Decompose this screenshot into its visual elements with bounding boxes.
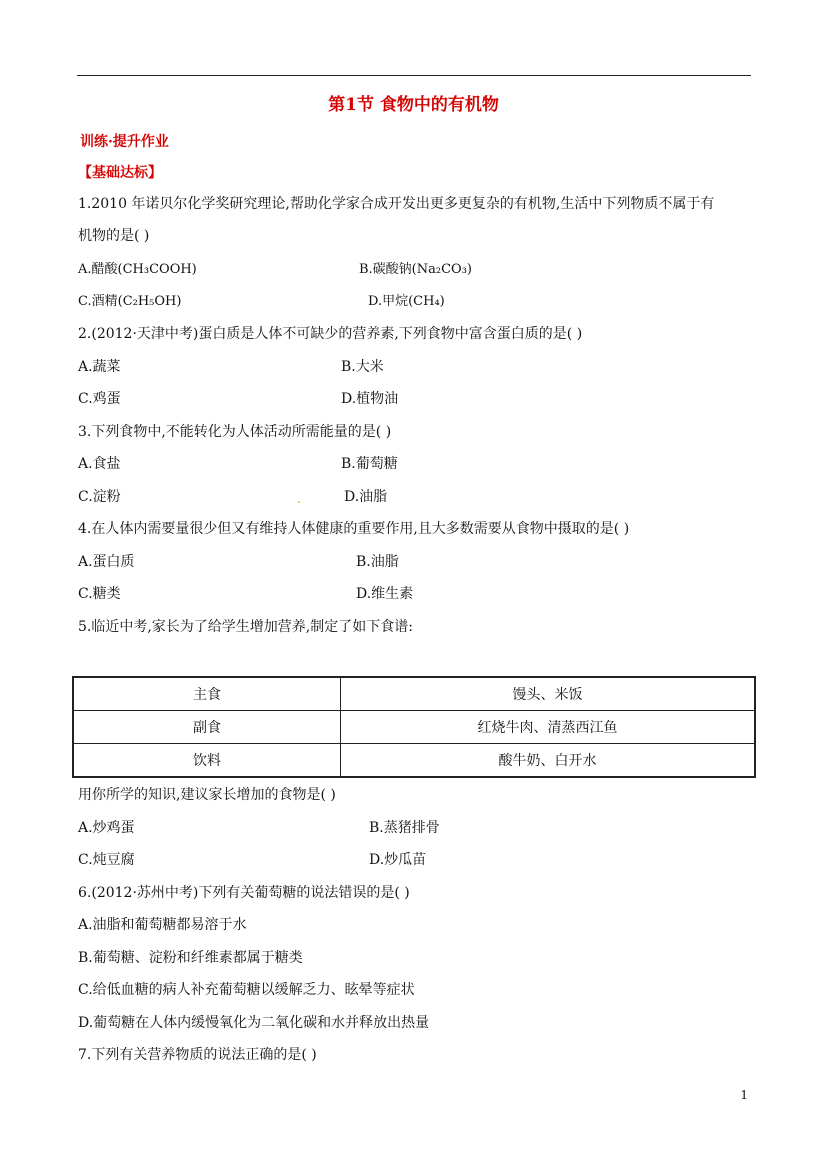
q1-option-c: C.酒精(C₂H₅OH): [78, 294, 182, 309]
stray-dot-mark: .: [297, 492, 301, 506]
q1-stem-line1: 1.2010 年诺贝尔化学奖研究理论,帮助化学家合成开发出更多更复杂的有机物,生活中下列物质不属于有: [78, 196, 715, 212]
q2-option-c: C.鸡蛋: [78, 391, 121, 407]
q2-option-d: D.植物油: [341, 391, 399, 407]
table-cell: 红烧牛肉、清蒸西江鱼: [341, 711, 756, 744]
q5-option-d: D.炒瓜苗: [369, 852, 427, 868]
q3-option-b: B.葡萄糖: [341, 456, 398, 472]
q6-option-a: A.油脂和葡萄糖都易溶于水: [78, 917, 247, 933]
section-heading: 训练·提升作业: [80, 134, 169, 150]
q5-follow-up: 用你所学的知识,建议家长增加的食物是( ): [78, 787, 336, 803]
q6-stem: 6.(2012·苏州中考)下列有关葡萄糖的说法错误的是( ): [78, 885, 410, 901]
q5-option-a: A.炒鸡蛋: [78, 820, 135, 836]
subsection-heading: 【基础达标】: [78, 165, 162, 181]
table-cell: 副食: [73, 711, 341, 744]
q1-option-d: D.甲烷(CH₄): [368, 294, 445, 309]
q3-option-c: C.淀粉: [78, 489, 121, 505]
table-cell: 主食: [73, 677, 341, 711]
table-cell: 酸牛奶、白开水: [341, 744, 756, 778]
table-row: [73, 711, 755, 744]
q5-option-b: B.蒸猪排骨: [369, 820, 440, 836]
q3-option-d: D.油脂: [344, 489, 388, 505]
q1-stem-line2: 机物的是( ): [78, 228, 150, 244]
table-row: [73, 677, 755, 711]
q5-stem: 5.临近中考,家长为了给学生增加营养,制定了如下食谱:: [78, 619, 413, 635]
q4-option-d: D.维生素: [356, 586, 414, 602]
page-title: 第1节 食物中的有机物: [328, 95, 499, 115]
q6-option-c: C.给低血糖的病人补充葡萄糖以缓解乏力、眩晕等症状: [78, 982, 415, 998]
q4-option-b: B.油脂: [356, 554, 399, 570]
q3-option-a: A.食盐: [78, 456, 121, 472]
q7-stem: 7.下列有关营养物质的说法正确的是( ): [78, 1047, 317, 1063]
q2-option-b: B.大米: [341, 359, 384, 375]
table-cell: 饮料: [73, 744, 341, 778]
page-number: 1: [740, 1088, 748, 1102]
q2-option-a: A.蔬菜: [78, 359, 121, 375]
q2-stem: 2.(2012·天津中考)蛋白质是人体不可缺少的营养素,下列食物中富含蛋白质的是( ): [78, 326, 583, 342]
q1-option-b: B.碳酸钠(Na₂CO₃): [359, 262, 472, 277]
menu-table: [72, 676, 756, 778]
q6-option-b: B.葡萄糖、淀粉和纤维素都属于糖类: [78, 950, 303, 966]
q4-option-a: A.蛋白质: [78, 554, 135, 570]
q5-option-c: C.炖豆腐: [78, 852, 135, 868]
q4-option-c: C.糖类: [78, 586, 121, 602]
q6-option-d: D.葡萄糖在人体内缓慢氧化为二氧化碳和水并释放出热量: [78, 1015, 430, 1031]
q4-stem: 4.在人体内需要量很少但又有维持人体健康的重要作用,且大多数需要从食物中摄取的是( ): [78, 521, 630, 537]
table-cell: 馒头、米饭: [341, 677, 756, 711]
table-row: [73, 744, 755, 778]
header-rule: [77, 75, 751, 76]
q3-stem: 3.下列食物中,不能转化为人体活动所需能量的是( ): [78, 424, 392, 440]
q1-option-a: A.醋酸(CH₃COOH): [78, 262, 197, 277]
